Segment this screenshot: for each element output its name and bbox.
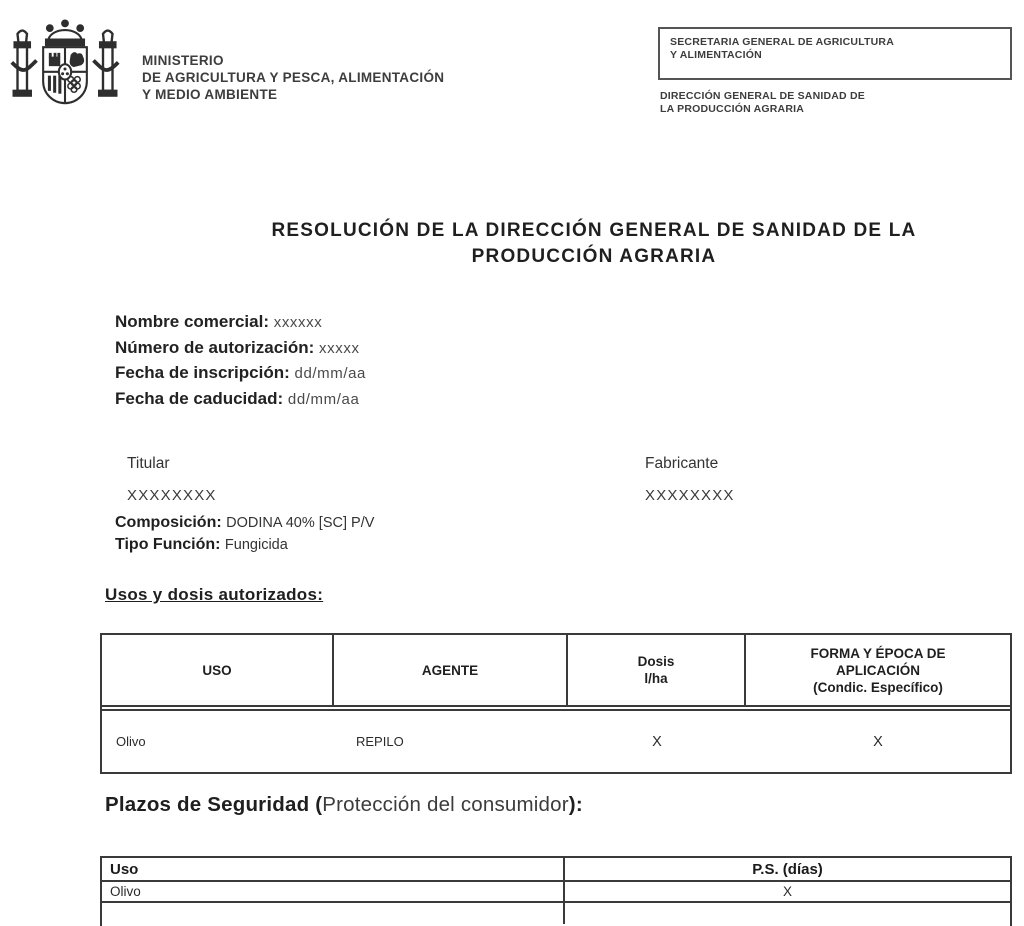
plazos-heading-bold-end: ): xyxy=(568,793,583,816)
plazos-table-partial-row xyxy=(102,903,1010,924)
field-numero-autorizacion-label: Número de autorización: xyxy=(115,337,315,357)
secretaria-line-2: Y ALIMENTACIÓN xyxy=(670,49,762,61)
usos-table-cell-agente: REPILO xyxy=(356,734,404,749)
document-title-line-2: PRODUCCIÓN AGRARIA xyxy=(471,246,717,267)
usos-table-header-forma-line3: (Condic. Específico) xyxy=(813,679,943,695)
field-fecha-caducidad-value: dd/mm/aa xyxy=(287,390,360,408)
secretaria-general-box xyxy=(658,27,1012,80)
direccion-line-2: LA PRODUCCIÓN AGRARIA xyxy=(660,103,805,115)
usos-table-header-dosis-line2: l/ha xyxy=(644,671,668,686)
usos-table-header-agente: AGENTE xyxy=(334,635,568,705)
tipo-funcion-label: Tipo Función: xyxy=(115,536,221,553)
plazos-table-header-uso: Uso xyxy=(102,858,565,880)
ministry-line-3: Y MEDIO AMBIENTE xyxy=(142,87,278,102)
registration-fields xyxy=(115,310,366,412)
direccion-line-1: DIRECCIÓN GENERAL DE SANIDAD DE xyxy=(660,90,865,102)
usos-table-cell-dosis: X xyxy=(652,733,662,750)
plazos-heading-light: Protección del consumidor xyxy=(322,793,569,816)
plazos-section-heading xyxy=(105,793,583,817)
plazos-seguridad-table xyxy=(100,856,1012,926)
titular-label: Titular xyxy=(127,455,170,472)
usos-table-header-uso: USO xyxy=(102,635,334,705)
usos-table-row xyxy=(102,711,1010,772)
spain-coat-of-arms-logo xyxy=(8,16,122,122)
ministry-line-2: DE AGRICULTURA Y PESCA, ALIMENTACIÓN xyxy=(142,70,445,85)
field-fecha-caducidad xyxy=(115,387,366,413)
field-fecha-inscripcion-value: dd/mm/aa xyxy=(294,365,366,382)
field-numero-autorizacion xyxy=(115,336,366,362)
field-nombre-comercial xyxy=(115,310,366,336)
composicion-value: DODINA 40% [SC] P/V xyxy=(226,515,375,531)
usos-table-header-forma xyxy=(746,635,1010,705)
field-numero-autorizacion-value: xxxxx xyxy=(319,339,360,357)
usos-table-header-dosis-line1: Dosis xyxy=(637,654,675,669)
usos-section-heading: Usos y dosis autorizados: xyxy=(105,585,324,604)
fabricante-value: XXXXXXXX xyxy=(645,487,735,504)
usos-dosis-table xyxy=(100,633,1012,774)
usos-table-header-forma-line1: FORMA Y ÉPOCA DE xyxy=(810,645,946,661)
ministry-name xyxy=(142,52,444,103)
usos-table-header-forma-line2: APLICACIÓN xyxy=(836,662,920,678)
field-nombre-comercial-label: Nombre comercial: xyxy=(115,312,269,331)
composicion-row xyxy=(115,514,374,532)
plazos-table-cell-ps: X xyxy=(782,884,792,899)
field-fecha-caducidad-label: Fecha de caducidad: xyxy=(115,388,284,408)
secretaria-line-1: SECRETARIA GENERAL DE AGRICULTURA xyxy=(670,36,894,48)
field-nombre-comercial-value: xxxxxx xyxy=(273,314,323,331)
plazos-heading-bold-start: Plazos de Seguridad ( xyxy=(105,793,323,816)
usos-table-cell-forma: X xyxy=(873,733,883,750)
direccion-general-label xyxy=(660,90,865,116)
tipo-funcion-value: Fungicida xyxy=(224,537,288,553)
usos-table-header-row xyxy=(102,635,1010,711)
usos-table-header-dosis xyxy=(568,635,746,705)
usos-table-cell-uso: Olivo xyxy=(116,734,146,749)
document-title xyxy=(175,218,1013,270)
ministry-line-1: MINISTERIO xyxy=(142,53,224,68)
plazos-table-row xyxy=(102,882,1010,903)
document-title-line-1: RESOLUCIÓN DE LA DIRECCIÓN GENERAL DE SANIDAD DE LA xyxy=(271,220,917,241)
field-fecha-inscripcion xyxy=(115,361,366,387)
plazos-table-header-row xyxy=(102,858,1010,882)
titular-value: XXXXXXXX xyxy=(127,487,217,504)
tipo-funcion-row xyxy=(115,536,288,554)
plazos-table-cell-uso: Olivo xyxy=(102,882,565,901)
composicion-label: Composición: xyxy=(115,514,222,531)
field-fecha-inscripcion-label: Fecha de inscripción: xyxy=(115,363,290,382)
fabricante-label: Fabricante xyxy=(645,455,719,472)
plazos-table-header-ps: P.S. (días) xyxy=(752,860,823,878)
